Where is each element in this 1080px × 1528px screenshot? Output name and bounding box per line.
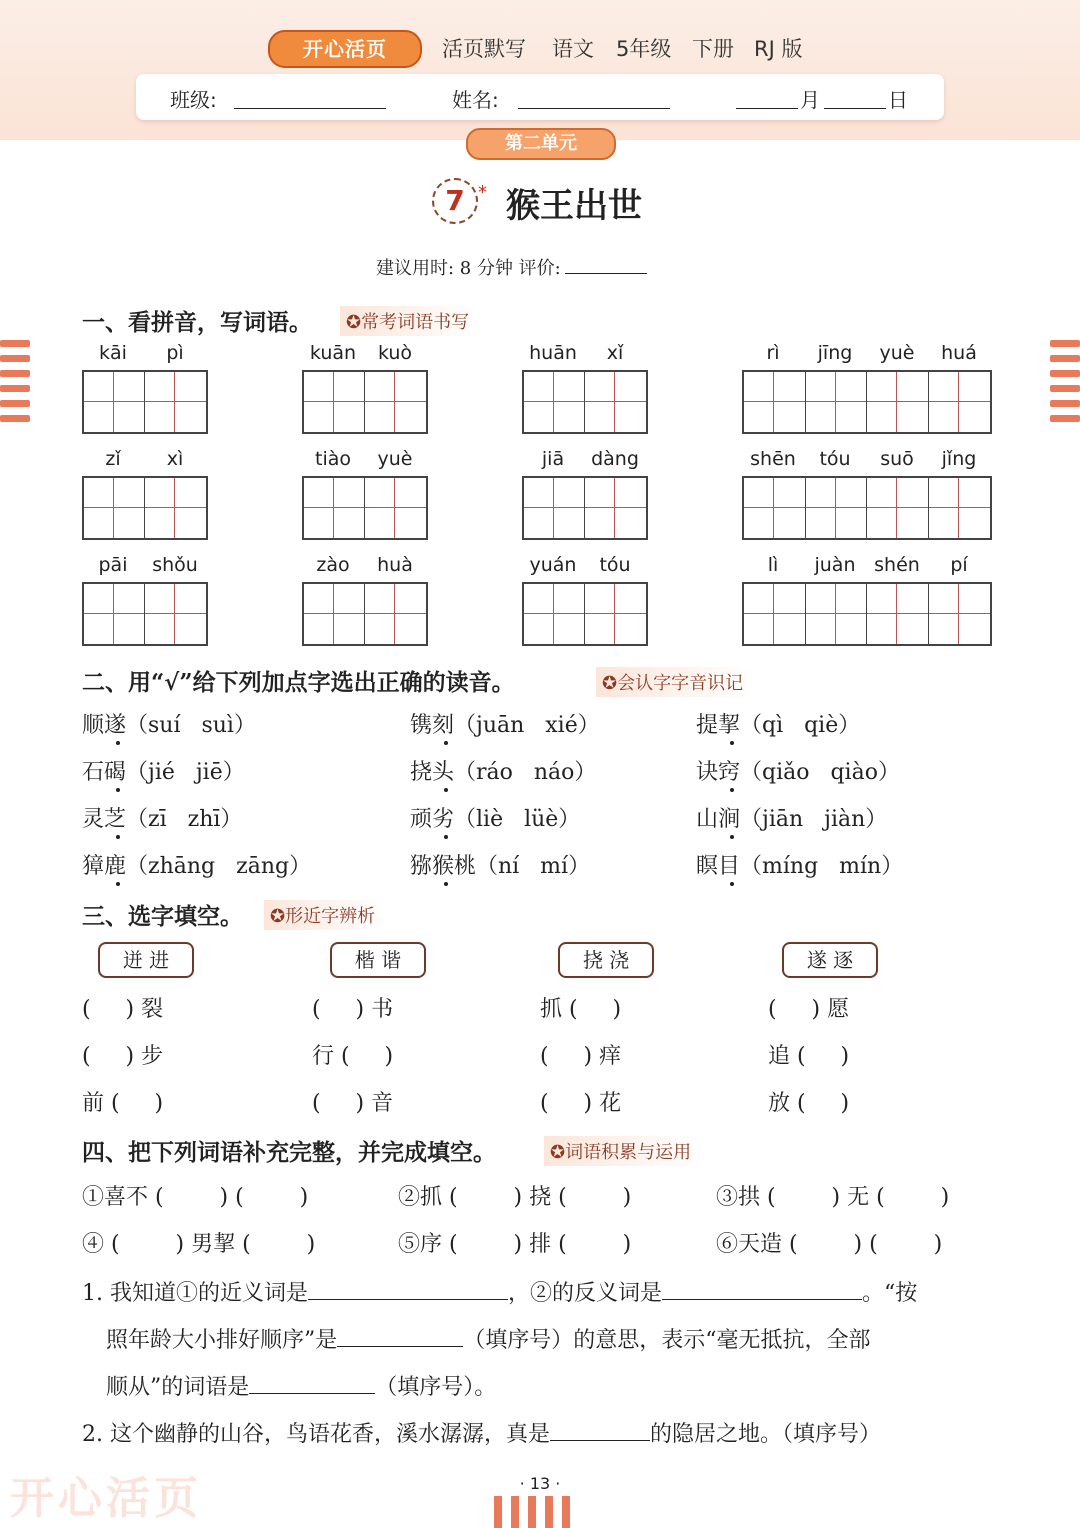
time-hint-text: 建议用时: 8 分钟 评价:: [376, 258, 561, 279]
emphasis-dot: [444, 741, 448, 745]
writing-grid[interactable]: [742, 370, 992, 434]
emphasis-dot: [730, 882, 734, 886]
name-label: 姓名:: [452, 88, 499, 112]
q1-text-e: （填序号）的意思，表示“毫无抵抗，全部: [463, 1328, 871, 1353]
pinyin-label: tiào: [315, 448, 351, 470]
q1-blank-3[interactable]: [337, 1346, 463, 1347]
fill-blank-item[interactable]: ( ) 痒: [540, 1044, 622, 1069]
subject-label: 语文: [552, 37, 594, 61]
writing-cell[interactable]: [744, 584, 806, 644]
grade-label: 5年级: [616, 37, 672, 61]
writing-grid[interactable]: [742, 582, 992, 646]
pinyin-label: kuò: [377, 342, 413, 364]
pronunciation-item[interactable]: 诀窍（qiǎo qiào）: [696, 760, 900, 785]
section1-tag-text: 常考词语书写: [361, 312, 470, 333]
writing-cell[interactable]: [744, 478, 806, 538]
writing-grid[interactable]: [302, 370, 428, 434]
writing-cell[interactable]: [929, 372, 991, 432]
writing-cell[interactable]: [806, 584, 868, 644]
pinyin-label: xì: [166, 448, 184, 470]
q1-text-a: 1. 我知道①的近义词是: [82, 1281, 308, 1306]
fill-blank-item[interactable]: ( ) 花: [540, 1091, 622, 1116]
writing-cell[interactable]: [84, 372, 145, 432]
q1-text-f: 顺从”的词语是: [106, 1375, 250, 1400]
pinyin-label: yuán: [529, 554, 577, 576]
bottom-stripes: [494, 1496, 579, 1528]
writing-cell[interactable]: [145, 584, 206, 644]
fill-blank-item[interactable]: 放 ( ): [768, 1091, 850, 1116]
writing-grid[interactable]: [302, 582, 428, 646]
emphasis-dot: [116, 741, 120, 745]
writing-cell[interactable]: [867, 584, 929, 644]
right-side-stripes: [1050, 340, 1080, 428]
idiom-item[interactable]: ①喜不 ( ) ( ): [82, 1185, 309, 1210]
writing-grid[interactable]: [82, 370, 208, 434]
pronunciation-item[interactable]: 山涧（jiān jiàn）: [696, 807, 888, 832]
pinyin-label: huá: [941, 342, 977, 364]
q1-line1: [82, 1276, 917, 1307]
writing-cell[interactable]: [867, 478, 929, 538]
class-field[interactable]: [234, 108, 386, 109]
section1-tag: ✪常考词语书写: [340, 306, 479, 336]
section4-tag: ✪词语积累与运用: [544, 1136, 701, 1166]
char-choice-box: 楷 谐: [330, 942, 426, 978]
emphasis-dot: [444, 835, 448, 839]
pinyin-label: pí: [950, 554, 968, 576]
char-choice-box: 挠 浇: [558, 942, 654, 978]
q1-text-d: 照年龄大小排好顺序”是: [106, 1328, 338, 1353]
pinyin-label: kāi: [99, 342, 127, 364]
writing-grid[interactable]: [522, 582, 648, 646]
fill-blank-item[interactable]: 前 ( ): [82, 1091, 164, 1116]
writing-cell[interactable]: [524, 584, 585, 644]
q2-text-b: 的隐居之地。（填序号）: [650, 1422, 882, 1447]
idiom-item[interactable]: ③拱 ( ) 无 ( ): [716, 1185, 950, 1210]
star-mark: *: [478, 182, 487, 203]
pinyin-label: shǒu: [152, 554, 198, 576]
pinyin-label: lì: [767, 554, 779, 576]
pinyin-label: shén: [874, 554, 920, 576]
fill-blank-item[interactable]: ( ) 音: [312, 1091, 394, 1116]
idiom-item[interactable]: ②抓 ( ) 挠 ( ): [398, 1185, 632, 1210]
pronunciation-item[interactable]: 猕猴桃（ní mí）: [410, 854, 591, 879]
fill-blank-item[interactable]: ( ) 愿: [768, 997, 850, 1022]
day-label: 日: [888, 88, 908, 112]
writing-grid[interactable]: [522, 476, 648, 540]
section1-title: 一、看拼音，写词语。: [82, 309, 312, 336]
page-number: · 13 ·: [519, 1474, 561, 1493]
fill-blank-item[interactable]: 抓 ( ): [540, 997, 622, 1022]
emphasis-dot: [116, 835, 120, 839]
section2-tag-text: 会认字字音识记: [617, 673, 744, 694]
pinyin-label: jīng: [817, 342, 853, 364]
pinyin-label: huà: [377, 554, 413, 576]
pinyin-label: pì: [166, 342, 184, 364]
pinyin-label: tóu: [819, 448, 851, 470]
writing-cell[interactable]: [585, 478, 646, 538]
q1-blank-4[interactable]: [249, 1393, 375, 1394]
q1-line2: [106, 1323, 871, 1354]
unit-badge: 第二单元: [466, 128, 616, 160]
writing-cell[interactable]: [585, 584, 646, 644]
pronunciation-item[interactable]: 挠头（ráo náo）: [410, 760, 597, 785]
pinyin-label: tóu: [599, 554, 631, 576]
pronunciation-item[interactable]: 灵芝（zī zhī）: [82, 807, 243, 832]
pronunciation-item[interactable]: 镌刻（juān xié）: [410, 713, 600, 738]
char-choice-box: 遂 逐: [782, 942, 878, 978]
writing-cell[interactable]: [145, 372, 206, 432]
emphasis-dot: [444, 882, 448, 886]
evaluation-field[interactable]: [565, 273, 647, 274]
pinyin-label: jǐng: [941, 448, 977, 470]
pinyin-label: dàng: [591, 448, 639, 470]
emphasis-dot: [730, 741, 734, 745]
lesson-title: 猴王出世: [506, 186, 642, 226]
writing-grid[interactable]: [82, 476, 208, 540]
section3-tag-text: 形近字辨析: [285, 906, 376, 927]
emphasis-dot: [730, 835, 734, 839]
section2-tag: ✪会认字字音识记: [596, 667, 753, 697]
q2-line: [82, 1417, 881, 1448]
writing-cell[interactable]: [365, 372, 426, 432]
time-hint: [376, 254, 647, 280]
section4-tag-text: 词语积累与运用: [565, 1142, 692, 1163]
writing-cell[interactable]: [84, 478, 145, 538]
fill-blank-item[interactable]: ( ) 裂: [82, 997, 164, 1022]
pronunciation-item[interactable]: 石碣（jié jiē）: [82, 760, 245, 785]
pinyin-label: jiā: [541, 448, 565, 470]
writing-cell[interactable]: [929, 478, 991, 538]
idiom-item[interactable]: ⑥天造 ( ) ( ): [716, 1232, 943, 1257]
pinyin-label: kuān: [309, 342, 357, 364]
writing-grid[interactable]: [302, 476, 428, 540]
left-side-stripes: [0, 340, 30, 428]
section3-title: 三、选字填空。: [82, 903, 243, 930]
class-label: 班级:: [170, 88, 217, 112]
pronunciation-item[interactable]: 獐鹿（zhāng zāng）: [82, 854, 312, 879]
pinyin-label: juàn: [814, 554, 856, 576]
writing-grid[interactable]: [742, 476, 992, 540]
month-field[interactable]: [736, 108, 798, 109]
writing-cell[interactable]: [524, 372, 585, 432]
pinyin-label: zǐ: [105, 448, 121, 470]
pinyin-label: zào: [316, 554, 350, 576]
writing-cell[interactable]: [304, 372, 365, 432]
q2-blank[interactable]: [550, 1440, 650, 1441]
pinyin-label: suō: [880, 448, 914, 470]
pinyin-label: pāi: [98, 554, 128, 576]
writing-cell[interactable]: [806, 372, 868, 432]
brand-logo: 开心活页: [268, 30, 422, 68]
watermark-logo: 开心活页: [10, 1473, 202, 1524]
writing-cell[interactable]: [365, 478, 426, 538]
q1-text-c: 。“按: [862, 1281, 918, 1306]
q2-text-a: 2. 这个幽静的山谷，鸟语花香，溪水潺潺，真是: [82, 1422, 550, 1447]
writing-cell[interactable]: [304, 584, 365, 644]
pinyin-label: rì: [766, 342, 780, 364]
pinyin-label: xǐ: [606, 342, 624, 364]
writing-cell[interactable]: [365, 584, 426, 644]
emphasis-dot: [730, 788, 734, 792]
series-label: 活页默写: [442, 37, 526, 61]
writing-grid[interactable]: [82, 582, 208, 646]
char-choice-box: 迸 进: [98, 942, 194, 978]
q1-text-b: ，②的反义词是: [507, 1281, 662, 1306]
writing-cell[interactable]: [867, 372, 929, 432]
day-field[interactable]: [824, 108, 886, 109]
edition-label: RJ 版: [754, 37, 803, 61]
writing-cell[interactable]: [929, 584, 991, 644]
name-field[interactable]: [518, 108, 670, 109]
pinyin-label: shēn: [750, 448, 796, 470]
writing-cell[interactable]: [585, 372, 646, 432]
writing-cell[interactable]: [524, 478, 585, 538]
pronunciation-item[interactable]: 提挈（qì qiè）: [696, 713, 861, 738]
q1-blank-2[interactable]: [662, 1299, 862, 1300]
fill-blank-item[interactable]: ( ) 步: [82, 1044, 164, 1069]
pronunciation-item[interactable]: 瞑目（míng mín）: [696, 854, 904, 879]
month-label: 月: [800, 88, 820, 112]
idiom-item[interactable]: ⑤序 ( ) 排 ( ): [398, 1232, 632, 1257]
writing-cell[interactable]: [744, 372, 806, 432]
student-info-bar: [136, 74, 944, 120]
pinyin-label: yuè: [377, 448, 413, 470]
pinyin-label: huān: [529, 342, 577, 364]
q1-line3: [106, 1370, 496, 1401]
writing-cell[interactable]: [84, 584, 145, 644]
idiom-item[interactable]: ④ ( ) 男挈 ( ): [82, 1232, 316, 1257]
q1-text-g: （填序号）。: [375, 1375, 497, 1400]
emphasis-dot: [444, 788, 448, 792]
emphasis-dot: [116, 882, 120, 886]
writing-cell[interactable]: [806, 478, 868, 538]
pronunciation-item[interactable]: 顺遂（suí suì）: [82, 713, 256, 738]
pronunciation-item[interactable]: 顽劣（liè lüè）: [410, 807, 581, 832]
pinyin-label: yuè: [879, 342, 915, 364]
fill-blank-item[interactable]: ( ) 书: [312, 997, 394, 1022]
writing-cell[interactable]: [145, 478, 206, 538]
lesson-number: 7: [432, 178, 478, 224]
volume-label: 下册: [692, 37, 734, 61]
emphasis-dot: [116, 788, 120, 792]
writing-grid[interactable]: [522, 370, 648, 434]
writing-cell[interactable]: [304, 478, 365, 538]
fill-blank-item[interactable]: 行 ( ): [312, 1044, 394, 1069]
section3-tag: ✪形近字辨析: [264, 900, 385, 930]
q1-blank-1[interactable]: [308, 1299, 508, 1300]
section4-title: 四、把下列词语补充完整，并完成填空。: [82, 1139, 496, 1166]
fill-blank-item[interactable]: 追 ( ): [768, 1044, 850, 1069]
section2-title: 二、用“√”给下列加点字选出正确的读音。: [82, 669, 515, 696]
